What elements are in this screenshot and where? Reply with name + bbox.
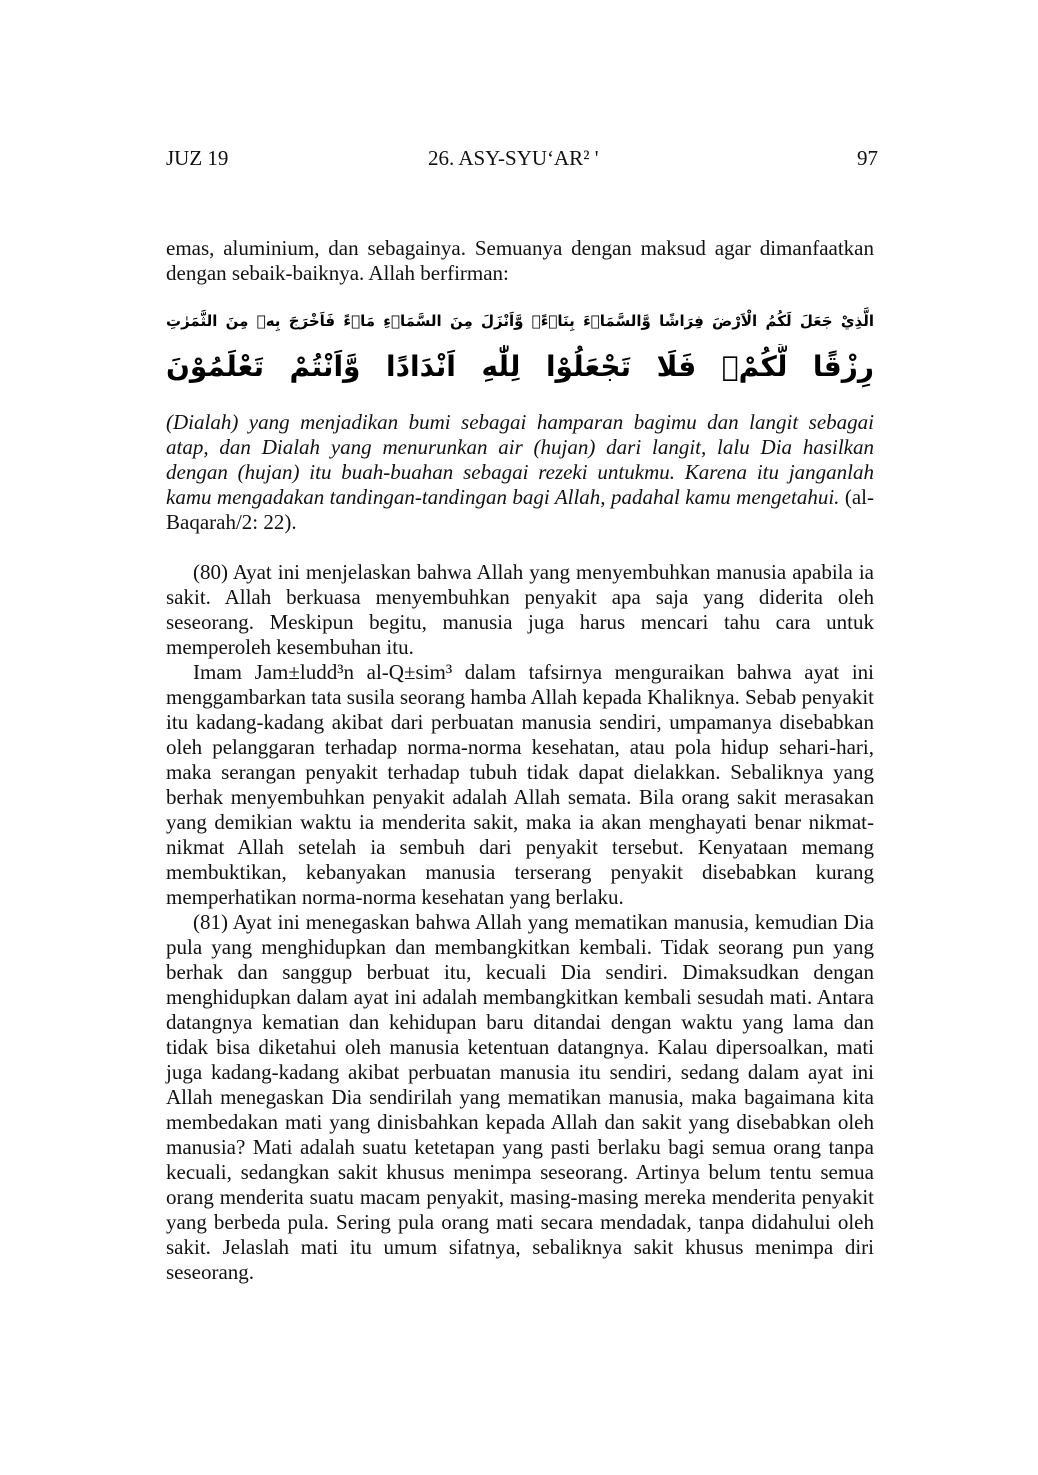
verse-reference: (al-Baqarah/2: 22).: [166, 485, 874, 534]
intro-paragraph: emas, aluminium, dan sebagainya. Semuanya dengan maksud agar dimanfaatkan dengan sebaik-baiknya. Allah berfirman:: [166, 236, 874, 285]
arabic-verse-line-1: الَّذِيْ جَعَلَ لَكُمُ الْاَرْضَ فِرَاشًا وَّالسَّمَاۤءَ بِنَاۤءًۖ وَّاَنْزَلَ مِنَ السَّمَاۤءِ مَاۤءً فَاَخْرَجَ بِهٖ مِنَ الثَّمَرٰتِ: [166, 312, 874, 330]
translation-text: (Dialah) yang menjadikan bumi sebagai hamparan bagimu dan langit sebagai atap, dan Dialah yang menurunkan air (hujan) dari langit, lalu Dia hasilkan dengan (hujan) itu buah-buahan sebagai rezeki untukmu. Karena itu janganlah kamu mengadakan tandingan-tandingan bagi Allah, padahal kamu mengetahui.: [166, 410, 874, 509]
surah-title: 26. ASY-SYU‘AR² ': [428, 146, 599, 170]
arabic-verse: [166, 298, 874, 398]
commentary-paragraph-80: (80) Ayat ini menjelaskan bahwa Allah yang menyembuhkan manusia apabila ia sakit. Allah berkuasa menyembuhkan penyakit apa saja yang diderita oleh seseorang. Meskipun begitu, manusia juga harus mencari tahu cara untuk memperoleh kesembuhan itu.: [166, 560, 874, 659]
running-header: [166, 146, 878, 176]
arabic-verse-line-2: رِزْقًا لَّكُمْۚ فَلَا تَجْعَلُوْا لِلّٰهِ اَنْدَادًا وَّاَنْتُمْ تَعْلَمُوْنَ: [166, 350, 874, 383]
commentary-body: [166, 560, 874, 1285]
page-number: 97: [857, 146, 878, 170]
commentary-paragraph-qasimi: Imam Jam±ludd³n al-Q±sim³ dalam tafsirnya menguraikan bahwa ayat ini menggambarkan tata susila seorang hamba Allah kepada Khaliknya. Sebab penyakit itu kadang-kadang akibat dari perbuatan manusia sendiri, umpamanya disebabkan oleh pelanggaran terhadap norma-norma kesehatan, atau pola hidup sehari-hari, maka serangan penyakit terhadap tubuh tidak dapat dielakkan. Sebaliknya yang berhak menyembuhkan penyakit adalah Allah semata. Bila orang sakit merasakan yang demikian waktu ia menderita sakit, maka ia akan menghayati benar nikmat-nikmat Allah setelah ia sembuh dari penyakit tersebut. Kenyataan memang membuktikan, kebanyakan manusia terserang penyakit disebabkan kurang memperhatikan norma-norma kesehatan yang berlaku.: [166, 660, 874, 909]
juz-label: JUZ 19: [166, 146, 229, 170]
commentary-paragraph-81: (81) Ayat ini menegaskan bahwa Allah yang mematikan manusia, kemudian Dia pula yang menghidupkan dan membangkitkan kembali. Tidak seorang pun yang berhak dan sanggup berbuat itu, kecuali Dia sendiri. Dimaksudkan dengan menghidupkan dalam ayat ini adalah membangkitkan kembali sesudah mati. Antara datangnya kematian dan kehidupan baru ditandai dengan waktu yang lama dan tidak bisa diketahui oleh manusia ketentuan datangnya. Kalau dipersoalkan, mati juga kadang-kadang akibat perbuatan manusia itu sendiri, sedang dalam ayat ini Allah menegaskan Dia sendirilah yang mematikan manusia, maka bagaimana kita membedakan mati yang dinisbahkan kepada Allah dan sakit yang disebabkan oleh manusia? Mati adalah suatu ketetapan yang pasti berlaku bagi semua orang tanpa kecuali, sedangkan sakit khusus menimpa seseorang. Artinya belum tentu semua orang menderita suatu macam penyakit, masing-masing mereka menderita penyakit yang berbeda pula. Sering pula orang mati secara mendadak, tanpa didahului oleh sakit. Jelaslah mati itu umum sifatnya, sebaliknya sakit khusus menimpa diri seseorang.: [166, 910, 874, 1284]
verse-translation: [166, 410, 874, 535]
